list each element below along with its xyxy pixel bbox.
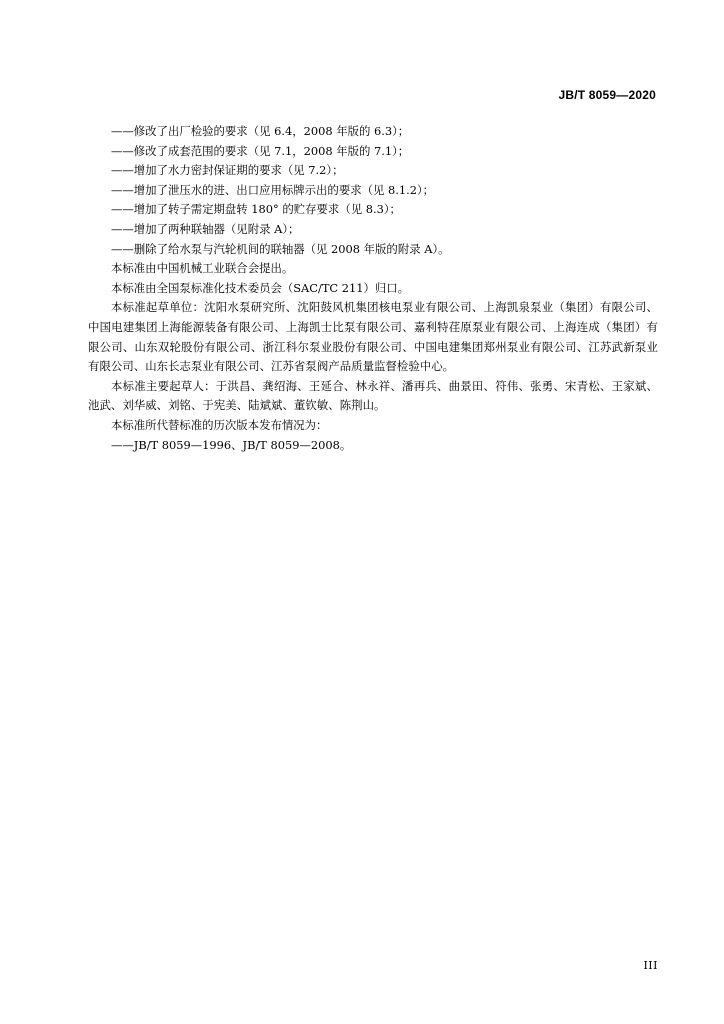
change-item: ——删除了给水泵与汽轮机间的联轴器（见 2008 年版的附录 A）。 bbox=[111, 241, 450, 256]
change-item: ——增加了水力密封保证期的要求（见 7.2）； bbox=[111, 163, 344, 178]
change-item: ——修改了出厂检验的要求（见 6.4，2008 年版的 6.3）； bbox=[111, 124, 410, 138]
page-number: III bbox=[643, 959, 658, 972]
drafting-units-paragraph: 本标准起草单位：沈阳水泵研究所、沈阳鼓风机集团核电泵业有限公司、上海凯泉泵业（集团）有限公司、中国电建集团上海能源装备有限公司、上海凯士比泵有限公司、嘉利特荏原泵业有限公司、上海连成（集团）有限公司、山东双轮股份有限公司、浙江科尔泵业股份有限公司、中国电建集团郑州泵业有限公司、江苏武新泵业有限公司、山东长志泵业有限公司、江苏省泵阀产品质量监督检验中心。 bbox=[88, 300, 658, 374]
foreword-body bbox=[88, 122, 658, 455]
drafters-paragraph: 本标准主要起草人：于洪昌、龚绍海、王延合、林永祥、潘再兵、曲景田、符伟、张勇、宋青松、王家斌、池武、刘华威、刘铭、于宪美、陆斌斌、董钦敏、陈荆山。 bbox=[88, 378, 658, 413]
change-item: ——修改了成套范围的要求（见 7.1，2008 年版的 7.1）； bbox=[111, 143, 410, 158]
history-intro-paragraph: 本标准所代替标准的历次版本发布情况为： bbox=[111, 417, 328, 432]
change-item: ——增加了两种联轴器（见附录 A）； bbox=[111, 221, 300, 236]
history-item: ——JB/T 8059—1996、JB/T 8059—2008。 bbox=[111, 437, 352, 452]
jurisdiction-paragraph: 本标准由全国泵标准化技术委员会（SAC/TC 211）归口。 bbox=[111, 280, 410, 295]
proposed-by-paragraph: 本标准由中国机械工业联合会提出。 bbox=[111, 261, 294, 276]
standard-code: JB/T 8059—2020 bbox=[558, 88, 656, 102]
change-item: ——增加了转子需定期盘转 180° 的贮存要求（见 8.3）； bbox=[111, 202, 401, 217]
change-item: ——增加了泄压水的进、出口应用标牌示出的要求（见 8.1.2）； bbox=[111, 182, 435, 197]
